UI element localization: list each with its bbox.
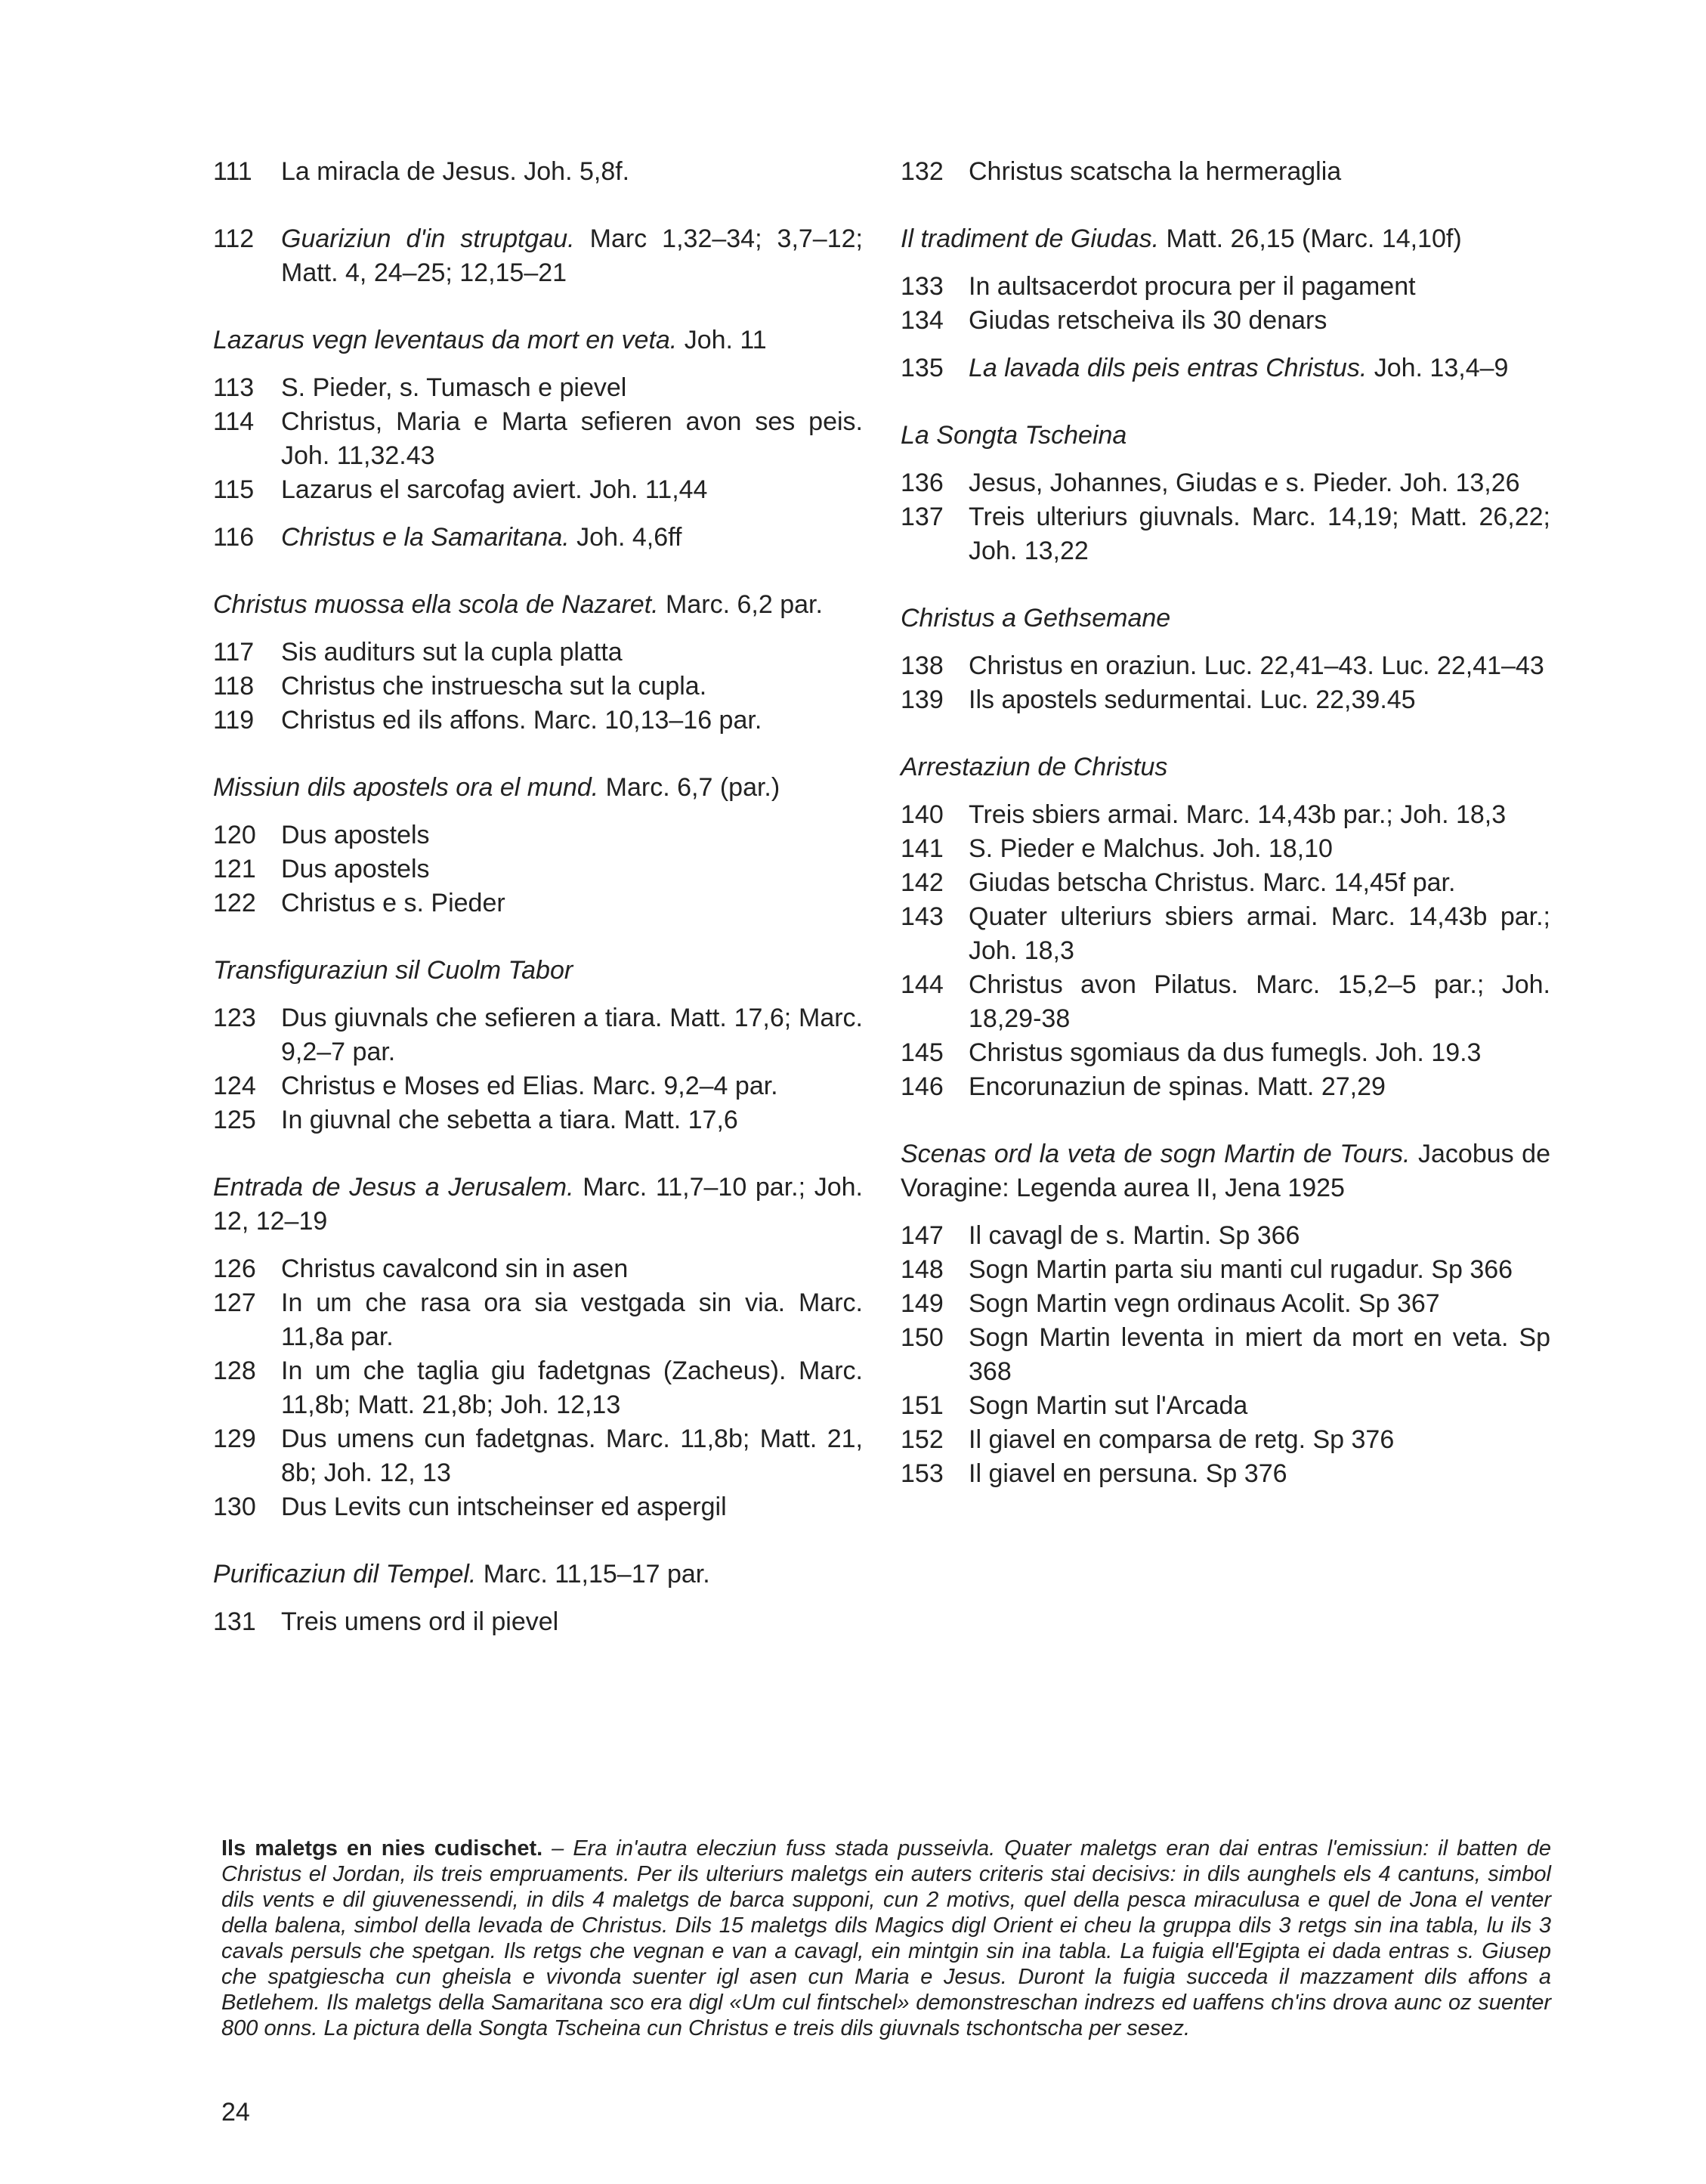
section-heading-tradiment: [901, 222, 1550, 256]
entry-number: 114: [213, 407, 255, 436]
entry-text: Lazarus el sarcofag aviert. Joh. 11,44: [281, 475, 708, 504]
entry-text: Dus apostels: [281, 821, 430, 849]
section-reference: Marc. 6,7 (par.): [598, 773, 780, 802]
entry-134: [901, 304, 1550, 338]
entry-number: 152: [901, 1425, 944, 1454]
entry-number: 127: [213, 1288, 256, 1317]
entry-125: [213, 1103, 863, 1137]
right-column: [901, 155, 1550, 1491]
entry-number: 125: [213, 1106, 256, 1134]
entry-number: 134: [901, 306, 944, 335]
entry-number: 122: [213, 889, 256, 917]
entry-number: 121: [213, 855, 256, 883]
page-number: 24: [221, 2098, 250, 2127]
entry-123: [213, 1001, 863, 1069]
entry-number: 143: [901, 902, 944, 931]
entry-number: 131: [213, 1607, 256, 1636]
entry-text: Treis sbiers armai. Marc. 14,43b par.; Joh. 18,3: [969, 800, 1507, 829]
entry-133: [901, 270, 1550, 304]
entry-text: S. Pieder e Malchus. Joh. 18,10: [969, 834, 1333, 863]
entry-137: [901, 500, 1550, 568]
entry-text: Christus che instruescha sut la cupla.: [281, 672, 707, 701]
entry-text: [281, 222, 863, 290]
entry-text: S. Pieder, s. Tumasch e pievel: [281, 373, 627, 402]
entry-text: Sogn Martin leventa in miert da mort en veta. Sp 368: [969, 1323, 1550, 1386]
section-reference: Marc. 11,15–17 par.: [476, 1560, 710, 1589]
entry-text: Sogn Martin sut l'Arcada: [969, 1391, 1248, 1420]
entry-text: Dus umens cun fadetgnas. Marc. 11,8b; Matt. 21, 8b; Joh. 12, 13: [281, 1425, 863, 1487]
entry-114: [213, 405, 863, 473]
entry-text: Dus giuvnals che sefieren a tiara. Matt. 17,6; Marc. 9,2–7 par.: [281, 1004, 863, 1066]
entry-title: La lavada dils peis entras Christus.: [969, 354, 1368, 382]
section-heading-lazarus: [213, 323, 863, 357]
entry-text: Ils apostels sedurmentai. Luc. 22,39.45: [969, 685, 1416, 714]
section-title: Christus muossa ella scola de Nazaret.: [213, 590, 659, 619]
entry-number: 139: [901, 685, 944, 714]
entry-111: [213, 155, 863, 189]
entry-124: [213, 1069, 863, 1103]
entry-number: 145: [901, 1038, 944, 1067]
entry-126: [213, 1252, 863, 1286]
entry-131: [213, 1605, 863, 1639]
entry-text: In um che rasa ora sia vestgada sin via. Marc. 11,8a par.: [281, 1288, 863, 1351]
entry-132: [901, 155, 1550, 189]
section-title: Christus a Gethsemane: [901, 604, 1171, 633]
entry-text: Christus sgomiaus da dus fumegls. Joh. 19.3: [969, 1038, 1482, 1067]
entry-number: 126: [213, 1254, 256, 1283]
entry-reference: Joh. 13,4–9: [1367, 354, 1509, 382]
entry-text: Il giavel en comparsa de retg. Sp 376: [969, 1425, 1395, 1454]
section-title: Arrestaziun de Christus: [901, 753, 1168, 781]
entry-number: 128: [213, 1356, 256, 1385]
footnote: [221, 1836, 1551, 2041]
entry-text: Christus ed ils affons. Marc. 10,13–16 par.: [281, 706, 762, 735]
entry-text: Quater ulteriurs sbiers armai. Marc. 14,43b par.; Joh. 18,3: [969, 902, 1550, 965]
section-reference: Joh. 11: [677, 326, 767, 354]
entry-text: Dus apostels: [281, 855, 430, 883]
section-title: La Songta Tscheina: [901, 421, 1127, 450]
entry-142: [901, 866, 1550, 900]
entry-151: [901, 1389, 1550, 1423]
entry-number: 144: [901, 970, 944, 999]
entry-title: Guariziun d'in struptgau.: [281, 224, 575, 253]
entry-118: [213, 670, 863, 704]
entry-number: 147: [901, 1221, 944, 1250]
entry-number: 140: [901, 800, 944, 829]
entry-150: [901, 1321, 1550, 1389]
entry-text: Treis ulteriurs giuvnals. Marc. 14,19; Matt. 26,22; Joh. 13,22: [969, 503, 1550, 565]
entry-text: In aultsacerdot procura per il pagament: [969, 272, 1416, 301]
entry-120: [213, 818, 863, 852]
entry-number: 123: [213, 1004, 256, 1032]
entry-text: Sis auditurs sut la cupla platta: [281, 638, 623, 667]
entry-text: [969, 351, 1550, 385]
entry-152: [901, 1423, 1550, 1457]
entry-text: Christus cavalcond sin in asen: [281, 1254, 629, 1283]
entry-153: [901, 1457, 1550, 1491]
entry-text: Christus en oraziun. Luc. 22,41–43. Luc. 22,41–43: [969, 651, 1544, 680]
entry-130: [213, 1490, 863, 1524]
entry-117: [213, 636, 863, 670]
section-heading-gethsemane: [901, 602, 1550, 636]
entry-number: 112: [213, 224, 255, 253]
entry-text: Encorunaziun de spinas. Matt. 27,29: [969, 1072, 1386, 1101]
entry-140: [901, 798, 1550, 832]
entry-number: 111: [213, 157, 252, 186]
entry-127: [213, 1286, 863, 1354]
entry-number: 137: [901, 503, 944, 531]
entry-text: Il cavagl de s. Martin. Sp 366: [969, 1221, 1300, 1250]
entry-141: [901, 832, 1550, 866]
section-heading-tscheina: [901, 419, 1550, 453]
entry-146: [901, 1070, 1550, 1104]
section-title: Purificaziun dil Tempel.: [213, 1560, 477, 1589]
entry-number: 116: [213, 523, 255, 552]
entry-number: 119: [213, 706, 255, 735]
entry-145: [901, 1036, 1550, 1070]
entry-text: Il giavel en persuna. Sp 376: [969, 1459, 1287, 1488]
section-title: Missiun dils apostels ora el mund.: [213, 773, 599, 802]
entry-number: 124: [213, 1072, 256, 1100]
entry-116: [213, 521, 863, 555]
entry-text: Christus e Moses ed Elias. Marc. 9,2–4 par.: [281, 1072, 778, 1100]
footnote-lead: Ils maletgs en nies cudischet.: [221, 1836, 543, 1861]
entry-number: 133: [901, 272, 944, 301]
section-heading-purificaziun: [213, 1558, 863, 1592]
entry-135: [901, 351, 1550, 385]
section-reference: Marc. 11,7–10 par.; Joh. 12, 12–19: [213, 1173, 863, 1236]
entry-reference: Marc 1,32–34; 3,7–12; Matt. 4, 24–25; 12,15–21: [281, 224, 863, 287]
entry-number: 141: [901, 834, 944, 863]
entry-text: Sogn Martin vegn ordinaus Acolit. Sp 367: [969, 1289, 1440, 1318]
entry-144: [901, 968, 1550, 1036]
entry-number: 149: [901, 1289, 944, 1318]
entry-number: 138: [901, 651, 944, 680]
entry-149: [901, 1287, 1550, 1321]
section-heading-entrada: [213, 1171, 863, 1239]
entry-112: [213, 222, 863, 290]
entry-number: 146: [901, 1072, 944, 1101]
entry-text: Giudas retscheiva ils 30 denars: [969, 306, 1327, 335]
entry-number: 153: [901, 1459, 944, 1488]
left-column: [213, 155, 863, 1639]
entry-text: In um che taglia giu fadetgnas (Zacheus). Marc. 11,8b; Matt. 21,8b; Joh. 12,13: [281, 1356, 863, 1419]
entry-text: Giudas betscha Christus. Marc. 14,45f par.: [969, 868, 1456, 897]
entry-number: 118: [213, 672, 255, 701]
entry-129: [213, 1422, 863, 1490]
section-heading-nazaret: [213, 588, 863, 622]
entry-text: Christus, Maria e Marta sefieren avon ses peis. Joh. 11,32.43: [281, 407, 863, 470]
entry-147: [901, 1219, 1550, 1253]
entry-text: Christus e s. Pieder: [281, 889, 505, 917]
section-heading-arrestaziun: [901, 750, 1550, 784]
entry-number: 132: [901, 157, 944, 186]
section-reference: Marc. 6,2 par.: [658, 590, 823, 619]
entry-number: 150: [901, 1323, 944, 1352]
entry-number: 135: [901, 354, 944, 382]
section-reference: Matt. 26,15 (Marc. 14,10f): [1159, 224, 1462, 253]
entry-number: 120: [213, 821, 256, 849]
entry-139: [901, 683, 1550, 717]
entry-number: 130: [213, 1493, 256, 1521]
entry-number: 113: [213, 373, 255, 402]
entry-number: 115: [213, 475, 255, 504]
footnote-body: – Era in'autra elecziun fuss stada pusseivla. Quater maletgs eran dai entras l'emissiun: il batten de Christus el Jordan, ils treis empruaments. Per ils ulteriurs maletgs ein auters criteris stai decisivs: in dils aunghels els 4 cantuns, simbol dils vents e dil giuvenessendi, in dils 4 maletgs de barca supponi, cun 2 motivs, quel della pesca miraculusa e quel de Jona el venter della balena, simbol della levada de Christus. Dils 15 maletgs dils Magics digl Orient ei cheu la gruppa dils 3 retgs sin ina tabla, lu ils 3 cavals persuls che spetgan. Ils retgs che vegnan e van a cavagl, ein mintgin sin ina tabla. La fuigia ell'Egipta ei dada entras s. Giusep che spatgiescha cun gheisla e vivonda suenter igl asen cun Maria e Jesus. Duront la fuigia succeda il mazzament dils affons a Betlehem. Ils maletgs della Samaritana sco era digl «Um cul fintschel» demonstreschan indrezs ed uaffens ch'ins drova aunc oz suenter 800 onns. La pictura della Songta Tscheina cun Christus e treis dils giuvnals tschontscha per sesez.: [221, 1836, 1551, 2040]
entry-148: [901, 1253, 1550, 1287]
section-title: Entrada de Jesus a Jerusalem.: [213, 1173, 574, 1202]
section-heading-missiun: [213, 771, 863, 805]
entry-title: Christus e la Samaritana.: [281, 523, 570, 552]
section-title: Lazarus vegn leventaus da mort en veta.: [213, 326, 678, 354]
entry-text: Dus Levits cun intscheinser ed aspergil: [281, 1493, 727, 1521]
entry-143: [901, 900, 1550, 968]
entry-text: Christus scatscha la hermeraglia: [969, 157, 1342, 186]
entry-number: 142: [901, 868, 944, 897]
entry-128: [213, 1354, 863, 1422]
section-title: Scenas ord la veta de sogn Martin de Tours.: [901, 1140, 1411, 1168]
entry-119: [213, 704, 863, 738]
entry-text: La miracla de Jesus. Joh. 5,8f.: [281, 157, 630, 186]
entry-number: 151: [901, 1391, 944, 1420]
section-title: Il tradiment de Giudas.: [901, 224, 1160, 253]
entry-122: [213, 886, 863, 920]
entry-number: 129: [213, 1425, 256, 1453]
entry-text: [281, 521, 863, 555]
entry-reference: Joh. 4,6ff: [569, 523, 682, 552]
entry-136: [901, 466, 1550, 500]
entry-number: 117: [213, 638, 255, 667]
entry-text: Treis umens ord il pievel: [281, 1607, 559, 1636]
section-heading-martin: [901, 1137, 1550, 1205]
entry-number: 148: [901, 1255, 944, 1284]
section-title: Transfiguraziun sil Cuolm Tabor: [213, 956, 573, 985]
entry-text: Christus avon Pilatus. Marc. 15,2–5 par.; Joh. 18,29-38: [969, 970, 1550, 1033]
entry-121: [213, 852, 863, 886]
entry-number: 136: [901, 469, 944, 497]
entry-113: [213, 371, 863, 405]
entry-138: [901, 649, 1550, 683]
entry-115: [213, 473, 863, 507]
entry-text: In giuvnal che sebetta a tiara. Matt. 17,6: [281, 1106, 738, 1134]
entry-text: Jesus, Johannes, Giudas e s. Pieder. Joh. 13,26: [969, 469, 1520, 497]
section-heading-transfiguraziun: [213, 954, 863, 988]
section-reference: Jacobus de Voragine: Legenda aurea II, Jena 1925: [901, 1140, 1550, 1202]
entry-text: Sogn Martin parta siu manti cul rugadur. Sp 366: [969, 1255, 1513, 1284]
